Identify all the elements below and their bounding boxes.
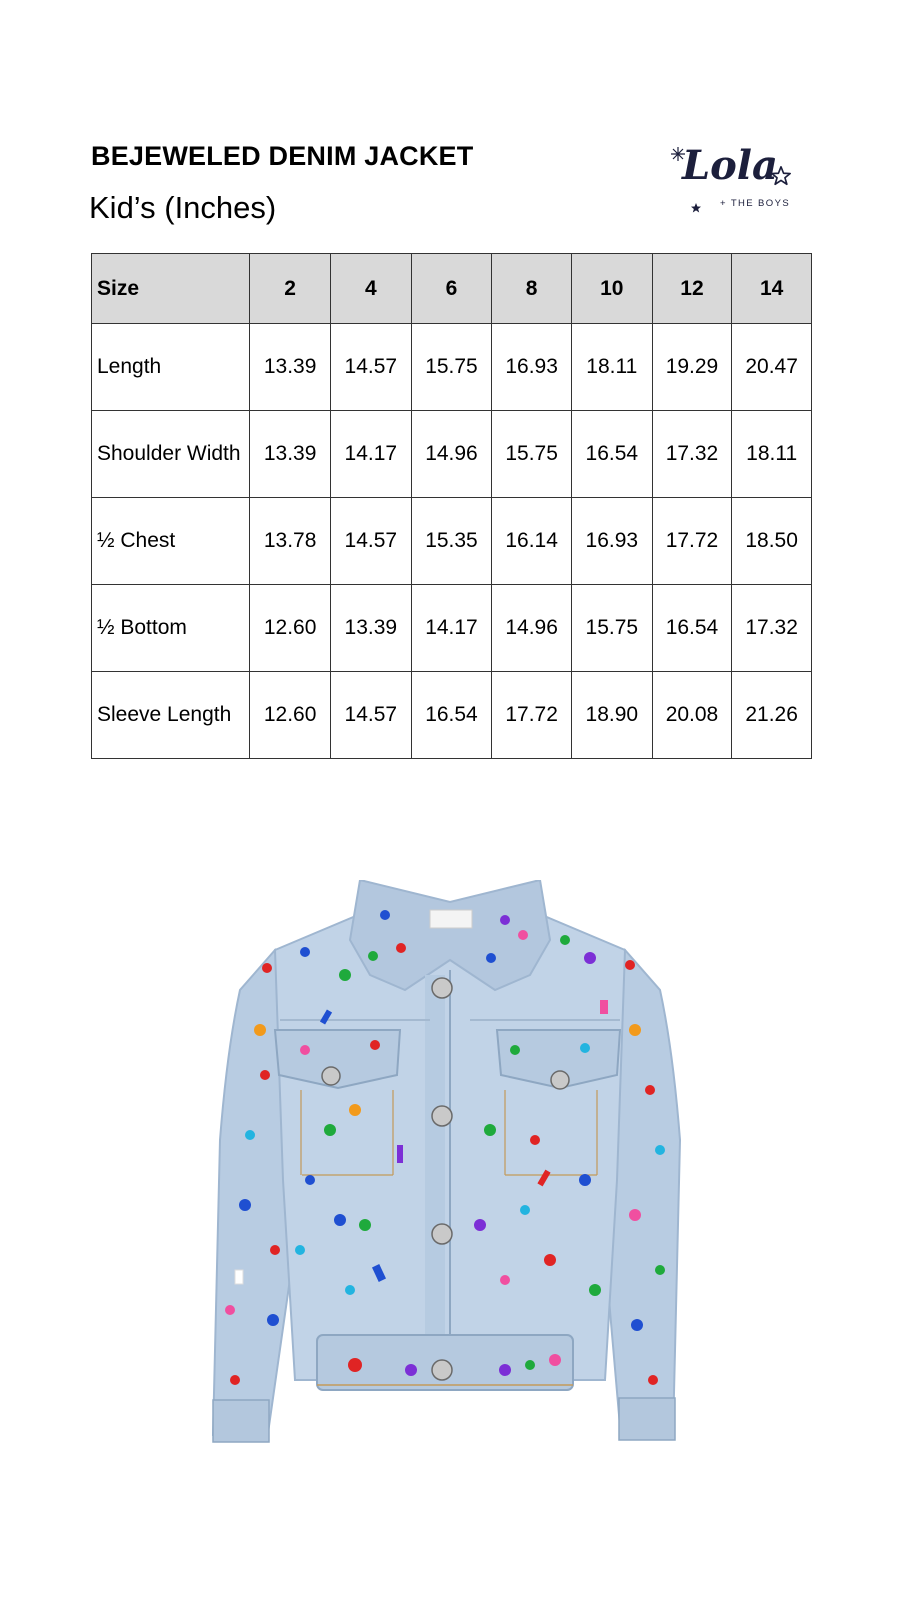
measurement-cell: 20.47 (732, 324, 812, 411)
measurement-cell: 16.54 (571, 411, 652, 498)
row-label: ½ Chest (92, 498, 250, 585)
brand-logo (672, 140, 812, 220)
size-header-cell: 12 (652, 254, 732, 324)
row-label: Length (92, 324, 250, 411)
measurement-cell: 14.17 (411, 585, 492, 672)
table-row (92, 498, 812, 585)
measurement-cell: 18.90 (571, 672, 652, 759)
measurement-cell: 17.32 (732, 585, 812, 672)
star-outline-icon (770, 165, 792, 187)
row-label: Shoulder Width (92, 411, 250, 498)
table-row (92, 411, 812, 498)
measurement-cell: 17.72 (492, 672, 572, 759)
measurement-cell: 13.78 (250, 498, 331, 585)
product-title: BEJEWELED DENIM JACKET (91, 141, 474, 171)
measurement-cell: 13.39 (250, 411, 331, 498)
table-row (92, 672, 812, 759)
size-header-label: Size (92, 254, 250, 324)
measurement-cell: 15.75 (411, 324, 492, 411)
measurement-cell: 14.57 (330, 672, 411, 759)
denim-jacket-image (205, 880, 695, 1480)
measurement-cell: 14.57 (330, 324, 411, 411)
size-header-cell: 8 (492, 254, 572, 324)
logo-tagline: + THE BOYS (720, 198, 791, 209)
measurement-cell: 14.96 (492, 585, 572, 672)
measurement-cell: 16.54 (411, 672, 492, 759)
measurement-cell: 15.75 (492, 411, 572, 498)
row-label: Sleeve Length (92, 672, 250, 759)
measurement-cell: 14.57 (330, 498, 411, 585)
measurement-cell: 17.32 (652, 411, 732, 498)
measurement-cell: 21.26 (732, 672, 812, 759)
measurement-cell: 13.39 (250, 324, 331, 411)
size-header-cell: 2 (250, 254, 331, 324)
measurement-cell: 16.14 (492, 498, 572, 585)
size-unit-subtitle: Kid’s (Inches) (89, 190, 277, 225)
measurement-cell: 18.11 (571, 324, 652, 411)
measurement-cell: 19.29 (652, 324, 732, 411)
table-row (92, 585, 812, 672)
size-header-cell: 4 (330, 254, 411, 324)
row-label: ½ Bottom (92, 585, 250, 672)
star-filled-icon (690, 202, 702, 214)
size-header-cell: 14 (732, 254, 812, 324)
measurement-cell: 16.93 (492, 324, 572, 411)
measurement-cell: 16.93 (571, 498, 652, 585)
table-header-row (92, 254, 812, 324)
measurement-cell: 14.96 (411, 411, 492, 498)
table-row (92, 324, 812, 411)
measurement-cell: 14.17 (330, 411, 411, 498)
measurement-cell: 16.54 (652, 585, 732, 672)
measurement-cell: 20.08 (652, 672, 732, 759)
measurement-cell: 12.60 (250, 585, 331, 672)
measurement-cell: 18.11 (732, 411, 812, 498)
size-header-cell: 6 (411, 254, 492, 324)
measurement-cell: 13.39 (330, 585, 411, 672)
measurement-cell: 15.75 (571, 585, 652, 672)
size-header-cell: 10 (571, 254, 652, 324)
measurement-cell: 18.50 (732, 498, 812, 585)
measurement-cell: 17.72 (652, 498, 732, 585)
measurement-cell: 15.35 (411, 498, 492, 585)
logo-wordmark: Lola (682, 142, 778, 189)
size-chart-table (91, 253, 812, 759)
measurement-cell: 12.60 (250, 672, 331, 759)
